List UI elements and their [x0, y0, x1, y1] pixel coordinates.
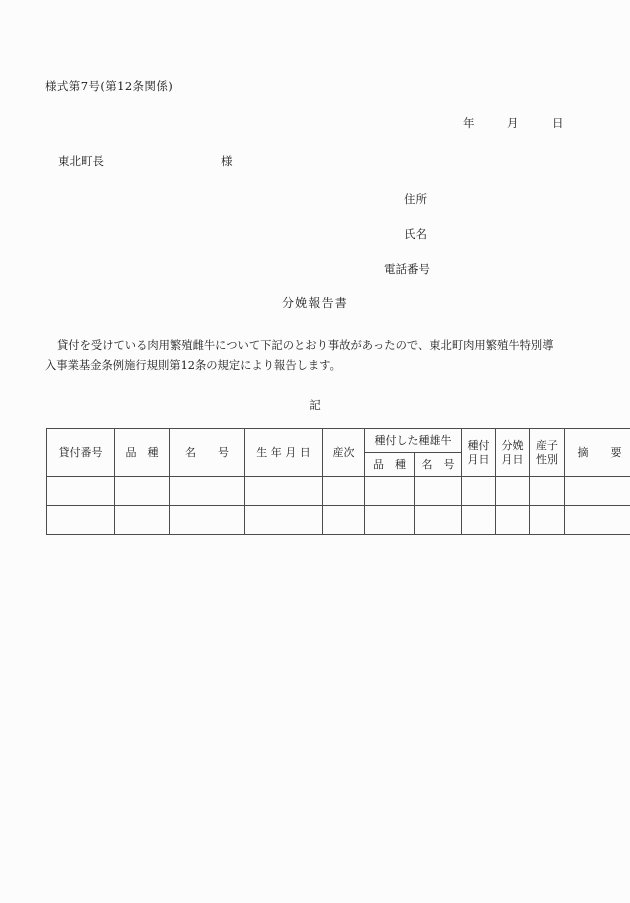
header-sire-name-number: 名 号: [415, 453, 462, 477]
cell-remarks[interactable]: [565, 506, 630, 535]
form-number-label: 様式第7号(第12条関係): [45, 79, 174, 93]
header-mating-date-line1: 種付: [467, 438, 490, 452]
applicant-address-row: [384, 191, 430, 226]
cell-name-number[interactable]: [170, 506, 245, 535]
cell-sire-name-number[interactable]: [415, 506, 462, 535]
header-sire-group: 種付した種雄牛: [365, 429, 462, 453]
header-calf-sex: [530, 429, 565, 477]
body-line-2: 入事業基金条例施行規則第12条の規定により報告します。: [45, 359, 341, 372]
header-mating-date: [462, 429, 496, 477]
cell-sire-breed[interactable]: [365, 477, 415, 506]
header-parity: 産次: [323, 429, 365, 477]
applicant-name-row: [384, 226, 430, 261]
cell-loan-number[interactable]: [47, 477, 115, 506]
cell-parity[interactable]: [323, 506, 365, 535]
address-label: 住所: [404, 192, 427, 206]
header-name-number: 名 号: [170, 429, 245, 477]
header-mating-date-line2: 月日: [467, 452, 490, 466]
phone-label: 電話番号: [384, 262, 430, 276]
cell-breed[interactable]: [115, 477, 170, 506]
cell-birth-date[interactable]: [245, 506, 323, 535]
table-row: [47, 477, 630, 506]
cell-remarks[interactable]: [565, 477, 630, 506]
cell-breed[interactable]: [115, 506, 170, 535]
applicant-phone-row: [384, 261, 430, 296]
header-calving-date: [496, 429, 530, 477]
header-calving-date-line2: 月日: [501, 452, 524, 466]
header-sire-breed: 品 種: [365, 453, 415, 477]
name-label: 氏名: [404, 227, 427, 241]
date-line: [463, 115, 564, 131]
header-birth-date: 生 年 月 日: [245, 429, 323, 477]
cell-sire-name-number[interactable]: [415, 477, 462, 506]
cell-parity[interactable]: [323, 477, 365, 506]
cell-calving-date[interactable]: [496, 477, 530, 506]
cell-birth-date[interactable]: [245, 477, 323, 506]
cell-calf-sex[interactable]: [530, 506, 565, 535]
addressee-honorific: 様: [221, 154, 233, 168]
cell-mating-date[interactable]: [462, 506, 496, 535]
table-header-row-top: [47, 429, 630, 453]
table-row: [47, 506, 630, 535]
cell-sire-breed[interactable]: [365, 506, 415, 535]
header-calf-sex-line1: 産子: [536, 438, 558, 452]
header-calving-date-line1: 分娩: [501, 438, 524, 452]
addressee-recipient: 東北町長: [58, 154, 104, 168]
report-table: [46, 428, 630, 535]
body-paragraph: [45, 336, 585, 376]
cell-loan-number[interactable]: [47, 506, 115, 535]
document-title: 分娩報告書: [281, 296, 348, 310]
header-calf-sex-line2: 性別: [536, 452, 558, 466]
header-loan-number: 貸付番号: [47, 429, 115, 477]
date-day-label: 日: [552, 116, 564, 130]
header-remarks: 摘 要: [565, 429, 630, 477]
header-breed: 品 種: [115, 429, 170, 477]
addressee-line: [58, 153, 233, 169]
date-month-label: 月: [507, 116, 519, 130]
cell-calf-sex[interactable]: [530, 477, 565, 506]
cell-mating-date[interactable]: [462, 477, 496, 506]
applicant-block: [384, 191, 430, 296]
ki-marker: 記: [309, 398, 321, 412]
cell-calving-date[interactable]: [496, 506, 530, 535]
report-table-wrapper: [46, 428, 622, 535]
date-year-label: 年: [463, 116, 475, 130]
cell-name-number[interactable]: [170, 477, 245, 506]
body-line-1: 貸付を受けている肉用繁殖雌牛について下記のとおり事故があったので、東北町肉用繁殖牛特別導: [57, 339, 554, 352]
